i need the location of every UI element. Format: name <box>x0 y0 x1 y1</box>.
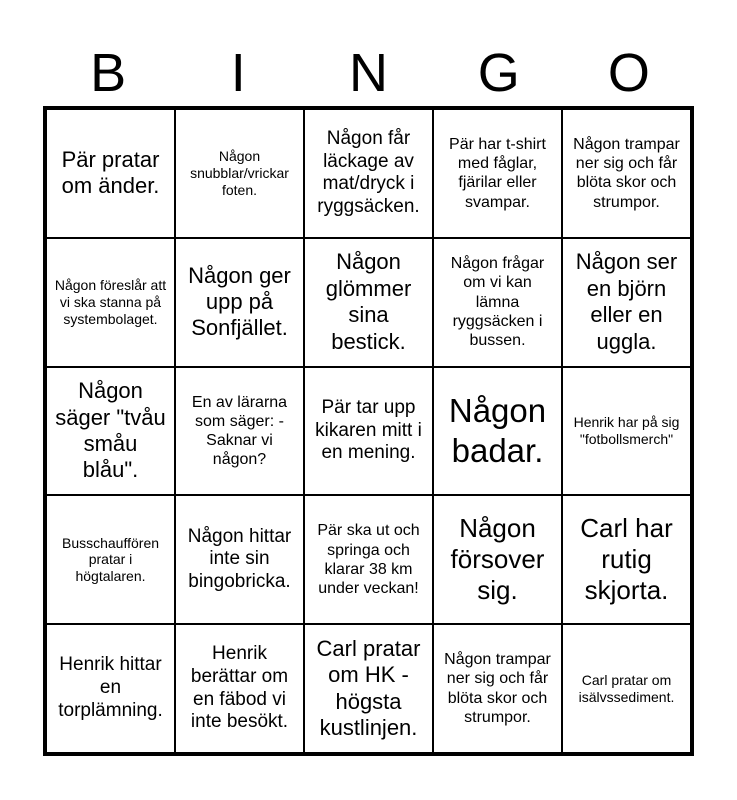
cell-text: Busschauffören pratar i högtalaren. <box>61 534 160 585</box>
bingo-cell[interactable] <box>433 495 562 624</box>
title-letter-g: G <box>477 43 520 103</box>
bingo-board <box>43 106 694 756</box>
cell-text: Någon säger "tvåu småu blåu". <box>55 378 166 483</box>
cell-text: Pär tar upp kikaren mitt i en mening. <box>315 396 422 464</box>
cell-text: Någon ser en björn eller en uggla. <box>575 249 678 354</box>
bingo-cell[interactable] <box>175 495 304 624</box>
bingo-cell[interactable] <box>175 238 304 367</box>
cell-text: Någon hittar inte sin bingobricka. <box>187 525 292 593</box>
bingo-cell[interactable] <box>562 109 691 238</box>
title-letter-b: B <box>90 43 127 103</box>
title-letter-n: N <box>349 43 388 103</box>
bingo-cell[interactable] <box>562 624 691 753</box>
bingo-cell[interactable] <box>304 238 433 367</box>
cell-text: Henrik hittar en torplämning. <box>58 654 163 721</box>
cell-text: Någon snubblar/vrickar foten. <box>190 148 289 198</box>
cell-text: Henrik berättar om en fäbod vi inte besökt. <box>190 643 289 733</box>
bingo-cell[interactable] <box>562 495 691 624</box>
bingo-cell[interactable] <box>46 109 175 238</box>
cell-text: Någon badar. <box>448 392 547 469</box>
cell-text: Någon försover sig. <box>450 513 545 606</box>
title-letter-o: O <box>607 43 650 103</box>
bingo-cell[interactable] <box>175 367 304 496</box>
bingo-cell[interactable] <box>46 624 175 753</box>
cell-text: Carl har rutig skjorta. <box>580 513 673 606</box>
cell-text: Någon trampar ner sig och får blöta skor och strumpor. <box>444 651 551 726</box>
cell-text: Någon ger upp på Sonfjället. <box>188 262 291 341</box>
cell-text: En av lärarna som säger: - Saknar vi någon? <box>191 393 288 469</box>
bingo-cell[interactable] <box>304 109 433 238</box>
cell-text: Pär ska ut och springa och klarar 38 km under veckan! <box>317 522 420 597</box>
bingo-cell[interactable] <box>304 495 433 624</box>
cell-text: Pär pratar om änder. <box>61 147 160 199</box>
bingo-cell[interactable] <box>175 109 304 238</box>
bingo-cell[interactable] <box>304 367 433 496</box>
bingo-cell[interactable] <box>46 238 175 367</box>
bingo-cell[interactable] <box>433 367 562 496</box>
cell-text: Någon frågar om vi kan lämna ryggsäcken i bussen. <box>450 255 545 349</box>
bingo-cell[interactable] <box>433 238 562 367</box>
bingo-cell[interactable] <box>46 367 175 496</box>
cell-text: Carl pratar om isälvssediment. <box>578 671 675 705</box>
bingo-title <box>43 40 694 106</box>
bingo-cell[interactable] <box>304 624 433 753</box>
cell-text: Någon föreslår att vi ska stanna på systembolaget. <box>54 277 167 327</box>
cell-text: Någon glömmer sina bestick. <box>325 249 412 354</box>
cell-text: Pär har t-shirt med fåglar, fjärilar eller svampar. <box>449 136 546 211</box>
bingo-cell[interactable] <box>562 367 691 496</box>
cell-text: Någon får läckage av mat/dryck i ryggsäcken. <box>317 127 420 218</box>
title-letter-i: I <box>230 43 246 103</box>
bingo-cell[interactable] <box>562 238 691 367</box>
bingo-cell[interactable] <box>46 495 175 624</box>
bingo-cell[interactable] <box>175 624 304 753</box>
bingo-cell[interactable] <box>433 624 562 753</box>
cell-text: Henrik har på sig "fotbollsmerch" <box>573 414 680 447</box>
cell-text: Någon trampar ner sig och får blöta skor och strumpor. <box>573 136 680 211</box>
bingo-cell[interactable] <box>433 109 562 238</box>
cell-text: Carl pratar om HK - högsta kustlinjen. <box>316 635 421 740</box>
